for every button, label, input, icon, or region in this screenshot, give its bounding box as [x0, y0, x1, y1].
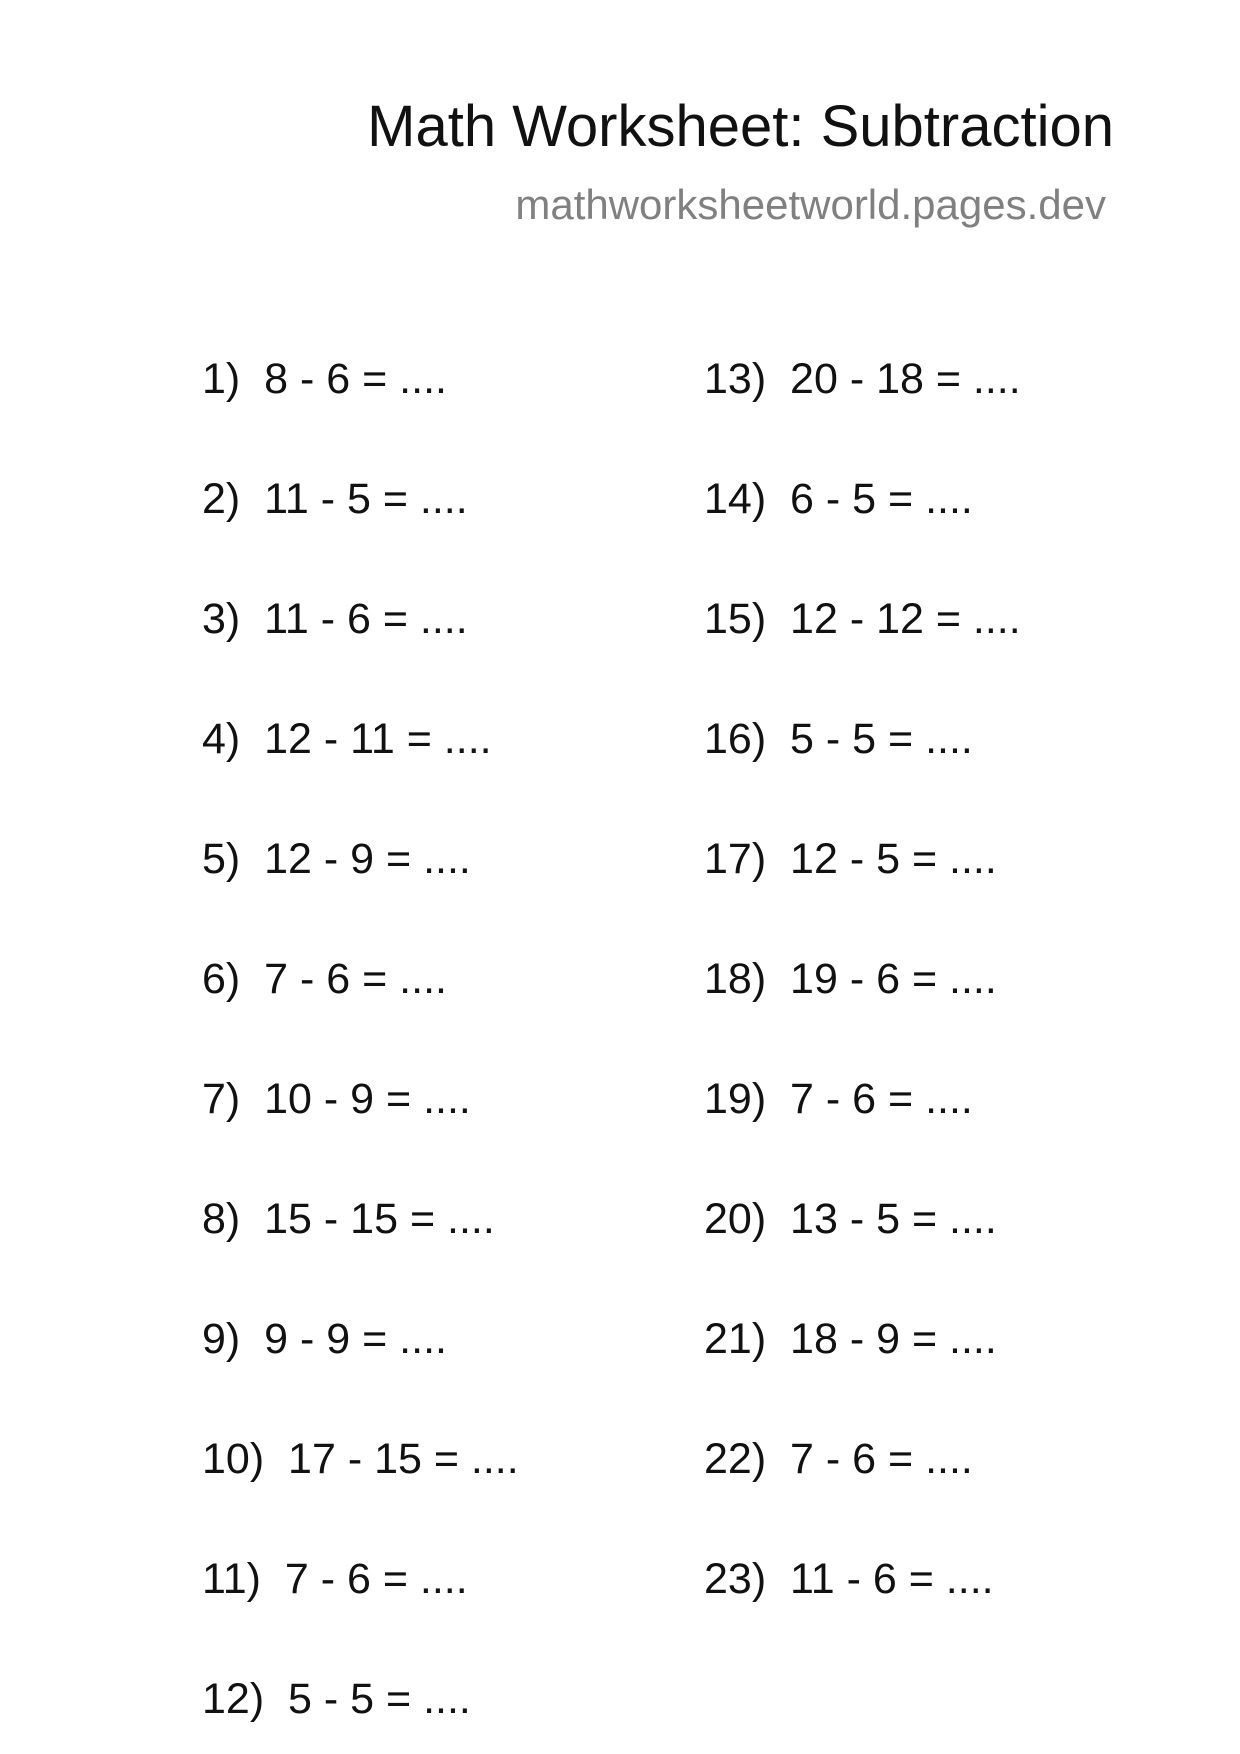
problem-10: 10) 17 - 15 = .... — [202, 1435, 519, 1483]
problem-11: 11) 7 - 6 = .... — [202, 1555, 468, 1603]
source-url: mathworksheetworld.pages.dev — [515, 181, 1106, 228]
problem-23: 23) 11 - 6 = .... — [704, 1555, 994, 1603]
problem-9: 9) 9 - 9 = .... — [202, 1315, 447, 1363]
problem-4: 4) 12 - 11 = .... — [202, 715, 492, 763]
problem-21: 21) 18 - 9 = .... — [704, 1315, 997, 1363]
problem-16: 16) 5 - 5 = .... — [704, 715, 973, 763]
problem-20: 20) 13 - 5 = .... — [704, 1195, 997, 1243]
page-title: Math Worksheet: Subtraction — [367, 94, 1114, 159]
problem-7: 7) 10 - 9 = .... — [202, 1075, 471, 1123]
problem-15: 15) 12 - 12 = .... — [704, 595, 1021, 643]
problem-2: 2) 11 - 5 = .... — [202, 475, 468, 523]
problem-22: 22) 7 - 6 = .... — [704, 1435, 973, 1483]
problem-12: 12) 5 - 5 = .... — [202, 1675, 471, 1723]
problem-17: 17) 12 - 5 = .... — [704, 835, 997, 883]
problem-5: 5) 12 - 9 = .... — [202, 835, 471, 883]
problem-13: 13) 20 - 18 = .... — [704, 355, 1021, 403]
problem-3: 3) 11 - 6 = .... — [202, 595, 468, 643]
problem-1: 1) 8 - 6 = .... — [202, 355, 447, 403]
problem-18: 18) 19 - 6 = .... — [704, 955, 997, 1003]
problem-8: 8) 15 - 15 = .... — [202, 1195, 495, 1243]
problem-6: 6) 7 - 6 = .... — [202, 955, 447, 1003]
problem-14: 14) 6 - 5 = .... — [704, 475, 973, 523]
problem-19: 19) 7 - 6 = .... — [704, 1075, 973, 1123]
